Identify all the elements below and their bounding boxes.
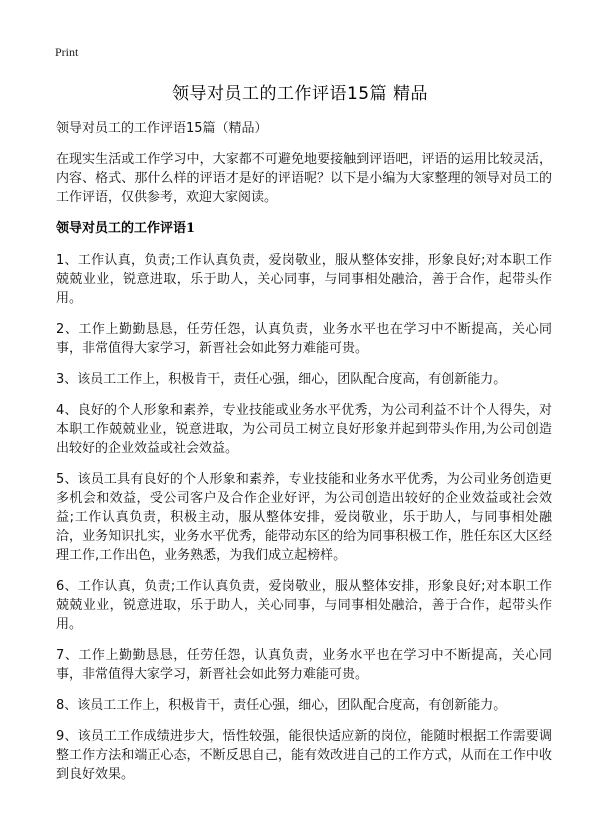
list-item: 5、该员工具有良好的个人形象和素养，专业技能和业务水平优秀，为公司业务创造更多机会和效益，受公司客户及合作企业好评，为公司创造出较好的企业效益或社会效益;工作认真负责，积极主动，服从整体安排，爱岗敬业，乐于助人，与同事相处融洽，业务知识扎实，业务水平优秀，能带动东区的给为同事积极工作，胜任东区大区经理工作,工作出色，业务熟悉，为我们成立起榜样。 — [56, 472, 552, 563]
list-item: 6、工作认真，负责;工作认真负责，爱岗敬业，服从整体安排，形象良好;对本职工作兢兢业业，锐意进取，乐于助人，关心同事，与同事相处融洽，善于合作，起带头作用。 — [56, 579, 552, 632]
list-item: 2、工作上勤勤恳恳，任劳任怨，认真负责，业务水平也在学习中不断提高，关心同事，非常值得大家学习，新晋社会如此努力难能可贵。 — [56, 322, 552, 356]
document-subtitle: 领导对员工的工作评语15篇（精品） — [56, 121, 268, 136]
list-item: 1、工作认真，负责;工作认真负责，爱岗敬业，服从整体安排，形象良好;对本职工作兢兢业业，锐意进取，乐于助人，关心同事，与同事相处融洽，善于合作，起带头作用。 — [56, 253, 552, 306]
list-item: 4、良好的个人形象和素养，专业技能或业务水平优秀，为公司利益不计个人得失，对本职工作兢兢业业，锐意进取，为公司员工树立良好形象并起到带头作用,为公司创造出较好的企业效益或社会效益。 — [56, 403, 552, 456]
print-label: Print — [55, 45, 79, 59]
list-item: 8、该员工工作上，积极肯干，责任心强，细心，团队配合度高，有创新能力。 — [56, 698, 507, 713]
list-item: 3、该员工工作上，积极肯干，责任心强，细心，团队配合度高，有创新能力。 — [56, 372, 507, 387]
intro-paragraph: 在现实生活或工作学习中，大家都不可避免地要接触到评语吧，评语的运用比较灵活，内容、格式、那什么样的评语才是好的评语呢？以下是小编为大家整理的领导对员工的工作评语，仅供参考，欢迎大家阅读。 — [56, 152, 552, 205]
list-item: 7、工作上勤勤恳恳，任劳任怨，认真负责，业务水平也在学习中不断提高，关心同事，非常值得大家学习，新晋社会如此努力难能可贵。 — [56, 648, 552, 682]
document-title: 领导对员工的工作评语15篇 精品 — [171, 84, 429, 104]
document-body — [56, 119, 552, 796]
section-heading: 领导对员工的工作评语1 — [56, 221, 196, 236]
list-item: 9、该员工工作成绩进步大，悟性较强，能很快适应新的岗位，能随时根据工作需要调整工作方法和端正心态，不断反思自己，能有效改进自己的工作方式，从而在工作中收到良好效果。 — [56, 729, 552, 782]
